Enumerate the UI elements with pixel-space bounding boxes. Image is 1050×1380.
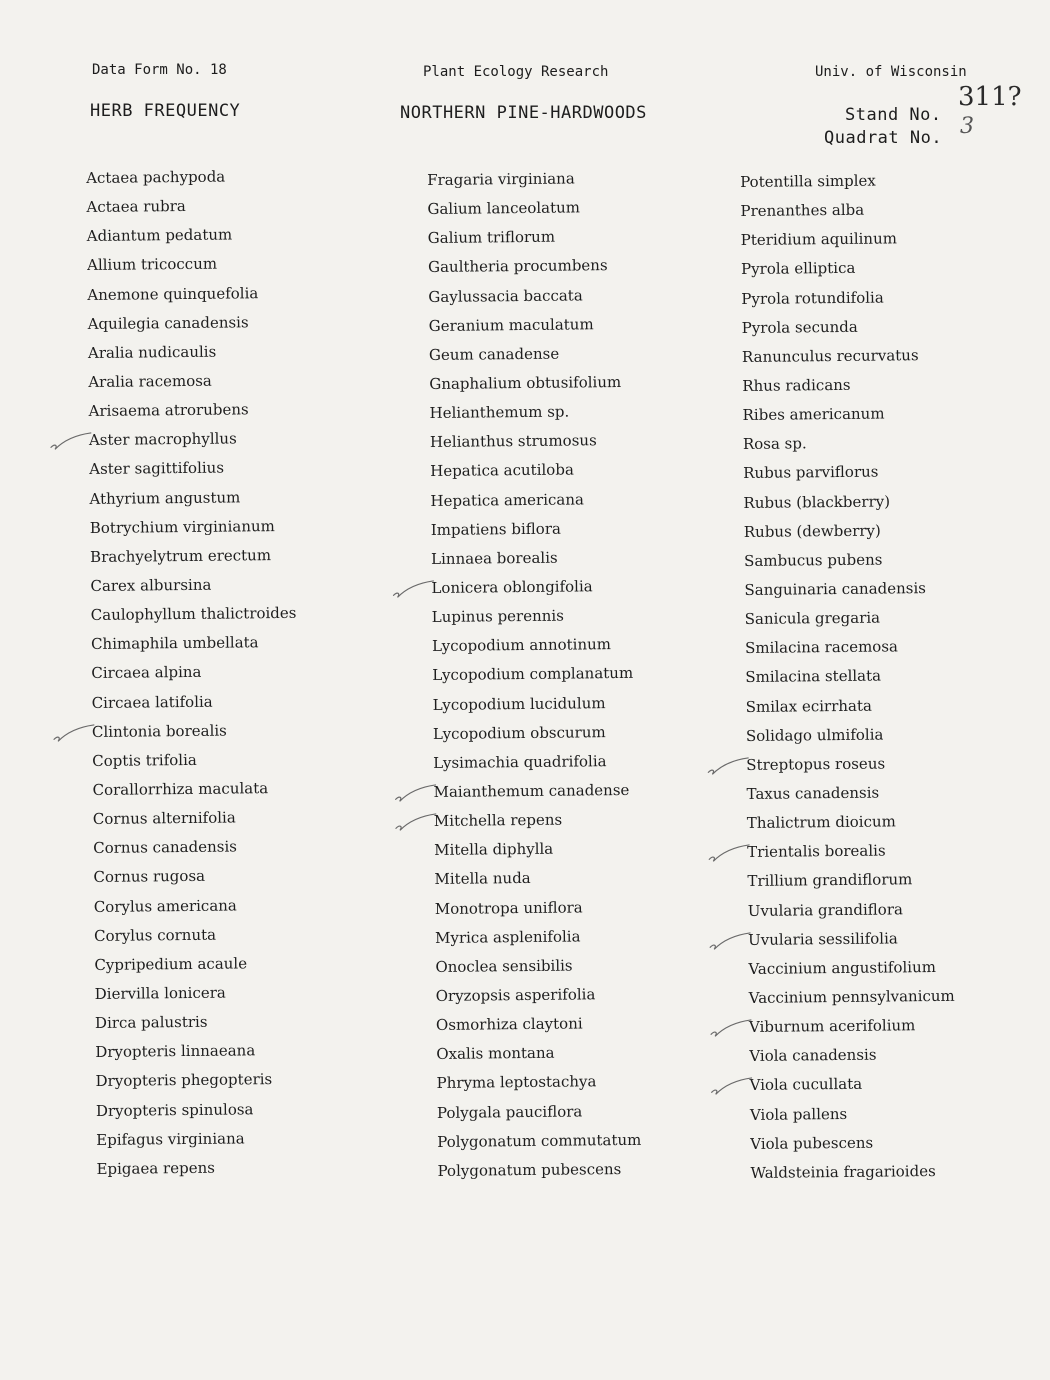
species-item[interactable]	[427, 164, 631, 195]
species-name: Coptis trifolia	[92, 750, 197, 770]
species-name: Carex albursina	[90, 575, 212, 595]
institution-name: Univ. of Wisconsin	[815, 64, 967, 80]
species-item[interactable]	[750, 1127, 956, 1158]
species-item[interactable]	[742, 312, 948, 343]
species-item[interactable]	[87, 278, 293, 309]
species-name: Myrica asplenifolia	[434, 927, 581, 947]
species-name: Arisaema atrorubens	[88, 400, 249, 421]
species-item[interactable]	[95, 1007, 301, 1038]
species-name: Polygonatum commutatum	[437, 1130, 642, 1151]
species-name: Monotropa uniflora	[434, 897, 583, 918]
species-item[interactable]	[87, 249, 293, 280]
species-name: Sanguinaria canadensis	[744, 579, 927, 599]
species-item[interactable]	[90, 541, 296, 572]
species-item[interactable]	[749, 1011, 955, 1042]
species-name: Viburnum acerifolium	[748, 1016, 916, 1037]
species-item[interactable]	[433, 747, 637, 778]
species-item[interactable]	[743, 457, 949, 488]
species-name: Aralia racemosa	[88, 371, 212, 391]
species-name: Helianthus strumosus	[429, 431, 597, 452]
species-name: Mitella nuda	[434, 869, 531, 889]
species-name: Cornus rugosa	[93, 867, 206, 887]
species-item[interactable]	[436, 1038, 640, 1069]
species-item[interactable]	[435, 892, 639, 923]
species-column-3	[740, 166, 957, 1188]
species-name: Helianthemum sp.	[429, 402, 570, 423]
species-name: Lycopodium annotinum	[431, 635, 612, 656]
species-name: Lycopodium complanatum	[432, 664, 634, 685]
community-title: NORTHERN PINE-HARDWOODS	[400, 103, 647, 123]
species-name: Circaea alpina	[91, 663, 202, 683]
quadrat-number-label: Quadrat No.	[824, 128, 943, 148]
form-number: Data Form No. 18	[92, 62, 227, 78]
species-item[interactable]	[747, 836, 953, 867]
species-name: Uvularia sessilifolia	[747, 929, 898, 949]
species-name: Impatiens biflora	[430, 519, 561, 539]
species-name: Dryopteris phegopteris	[95, 1070, 273, 1091]
species-name: Uvularia grandiflora	[747, 899, 903, 920]
species-name: Oxalis montana	[436, 1043, 555, 1064]
species-item[interactable]	[742, 399, 948, 430]
species-name: Dryopteris linnaeana	[95, 1041, 256, 1062]
species-item[interactable]	[748, 894, 954, 925]
pencil-check-mark-icon[interactable]	[391, 579, 435, 599]
species-item[interactable]	[429, 368, 633, 399]
species-name: Rhus radicans	[742, 375, 851, 395]
species-name: Smilax ecirrhata	[745, 696, 872, 716]
species-name: Botrychium virginianum	[89, 516, 275, 537]
species-name: Cypripedium acaule	[94, 954, 248, 974]
species-name: Aster macrophyllus	[88, 429, 237, 450]
species-item[interactable]	[744, 516, 950, 547]
species-name: Smilacina racemosa	[744, 637, 899, 658]
species-name: Epigaea repens	[96, 1158, 215, 1178]
species-item[interactable]	[88, 395, 294, 426]
species-name: Aralia nudicaulis	[87, 342, 217, 362]
species-item[interactable]	[432, 630, 636, 661]
species-name: Mitella diphylla	[434, 839, 554, 860]
pencil-check-mark-icon[interactable]	[707, 843, 751, 863]
species-name: Smilacina stellata	[745, 666, 882, 687]
species-name: Potentilla simplex	[740, 171, 876, 191]
species-item[interactable]	[430, 426, 634, 457]
species-name: Chimaphila umbellata	[90, 633, 259, 654]
species-name: Polygonatum pubescens	[437, 1159, 622, 1180]
species-item[interactable]	[96, 1123, 302, 1154]
species-item[interactable]	[437, 1125, 641, 1156]
species-item[interactable]	[428, 222, 632, 253]
species-item[interactable]	[92, 774, 298, 805]
species-item[interactable]	[95, 1065, 301, 1096]
species-item[interactable]	[88, 366, 294, 397]
species-item[interactable]	[436, 1067, 640, 1098]
species-item[interactable]	[742, 341, 948, 372]
species-item[interactable]	[436, 1009, 640, 1040]
species-name: Anemone quinquefolia	[87, 283, 259, 304]
species-name: Rubus (blackberry)	[743, 491, 891, 512]
species-item[interactable]	[89, 482, 295, 513]
quadrat-number-value[interactable]: 3	[960, 114, 974, 139]
species-item[interactable]	[432, 659, 636, 690]
species-item[interactable]	[88, 337, 294, 368]
species-name: Corallorrhiza maculata	[92, 779, 269, 799]
species-item[interactable]	[746, 749, 952, 780]
species-item[interactable]	[90, 512, 296, 543]
species-item[interactable]	[437, 1096, 641, 1127]
species-name: Taxus canadensis	[746, 783, 880, 803]
species-name: Pyrola secunda	[741, 317, 858, 337]
species-name: Actaea rubra	[86, 197, 186, 217]
species-item[interactable]	[92, 745, 298, 776]
species-name: Solidago ulmifolia	[745, 725, 884, 745]
species-name: Circaea latifolia	[91, 692, 213, 712]
species-name: Sambucus pubens	[744, 550, 883, 570]
species-name: Vaccinium angustifolium	[748, 957, 937, 978]
species-name: Actaea pachypoda	[86, 167, 226, 187]
species-item[interactable]	[86, 162, 292, 193]
species-item[interactable]	[427, 193, 631, 224]
species-item[interactable]	[437, 1155, 641, 1186]
species-name: Pteridium aquilinum	[740, 229, 898, 250]
species-name: Corylus cornuta	[93, 925, 217, 945]
species-name: Gaultheria procumbens	[427, 256, 608, 277]
species-item[interactable]	[429, 310, 633, 341]
species-name: Onoclea sensibilis	[435, 956, 573, 976]
species-name: Trillium grandiflorum	[747, 870, 913, 891]
species-item[interactable]	[96, 1153, 302, 1184]
species-item[interactable]	[89, 424, 295, 455]
species-name: Maianthemum canadense	[433, 780, 630, 801]
species-name: Cornus canadensis	[93, 837, 238, 858]
species-item[interactable]	[432, 688, 636, 719]
species-name: Lycopodium lucidulum	[432, 693, 606, 714]
species-name: Lycopodium obscurum	[432, 722, 606, 743]
pencil-check-mark-icon[interactable]	[393, 783, 437, 803]
species-item[interactable]	[745, 603, 951, 634]
species-item[interactable]	[749, 982, 955, 1013]
species-name: Dryopteris spinulosa	[95, 1099, 254, 1120]
species-name: Viola pallens	[749, 1104, 848, 1124]
species-name: Epifagus virginiana	[96, 1129, 245, 1149]
species-name: Prenanthes alba	[740, 200, 865, 221]
species-column-2	[427, 164, 642, 1186]
species-item[interactable]	[432, 601, 636, 632]
species-item[interactable]	[742, 370, 948, 401]
species-name: Hepatica acutiloba	[430, 460, 574, 481]
species-item[interactable]	[745, 661, 951, 692]
form-title: HERB FREQUENCY	[90, 101, 241, 121]
species-name: Pyrola rotundifolia	[741, 288, 884, 308]
species-item[interactable]	[435, 951, 639, 982]
species-name: Linnaea borealis	[431, 548, 558, 568]
species-item[interactable]	[741, 253, 947, 284]
pencil-check-mark-icon[interactable]	[710, 1076, 754, 1096]
species-name: Rubus parviflorus	[743, 462, 879, 483]
species-item[interactable]	[744, 545, 950, 576]
stand-number-label: Stand No.	[845, 105, 942, 125]
species-name: Allium tricoccum	[86, 255, 218, 275]
species-name: Galium triflorum	[427, 227, 556, 248]
species-name: Viola canadensis	[749, 1045, 877, 1066]
species-item[interactable]	[741, 282, 947, 313]
species-item[interactable]	[93, 803, 299, 834]
species-item[interactable]	[740, 166, 946, 197]
species-item[interactable]	[746, 778, 952, 809]
species-item[interactable]	[90, 570, 296, 601]
species-name: Lonicera oblongifolia	[431, 577, 593, 597]
species-item[interactable]	[429, 397, 633, 428]
species-name: Viola pubescens	[750, 1133, 874, 1153]
species-name: Gnaphalium obtusifolium	[429, 372, 622, 393]
species-name: Geranium maculatum	[428, 314, 594, 335]
species-item[interactable]	[433, 776, 637, 807]
species-name: Caulophyllum thalictroides	[90, 603, 297, 625]
species-name: Galium lanceolatum	[427, 198, 581, 219]
species-item[interactable]	[743, 428, 949, 459]
species-item[interactable]	[88, 308, 294, 339]
species-name: Thalictrum dioicum	[746, 812, 896, 833]
species-item[interactable]	[740, 195, 946, 226]
species-name: Osmorhiza claytoni	[435, 1014, 583, 1035]
species-item[interactable]	[745, 690, 951, 721]
species-name: Mitchella repens	[433, 810, 563, 831]
species-item[interactable]	[743, 486, 949, 517]
species-name: Phryma leptostachya	[436, 1072, 597, 1093]
species-name: Pyrola elliptica	[740, 259, 856, 279]
species-item[interactable]	[91, 686, 297, 717]
species-item[interactable]	[428, 280, 632, 311]
species-item[interactable]	[94, 949, 300, 980]
species-item[interactable]	[431, 543, 635, 574]
species-item[interactable]	[95, 978, 301, 1009]
species-name: Fragaria virginiana	[427, 169, 575, 189]
species-name: Clintonia borealis	[91, 721, 227, 741]
species-name: Dirca palustris	[94, 1012, 208, 1033]
species-item[interactable]	[748, 923, 954, 954]
species-item[interactable]	[431, 514, 635, 545]
pencil-check-mark-icon[interactable]	[708, 931, 752, 951]
species-name: Ribes americanum	[742, 404, 885, 425]
species-item[interactable]	[96, 1094, 302, 1125]
species-item[interactable]	[435, 921, 639, 952]
species-name: Hepatica americana	[430, 489, 584, 510]
species-item[interactable]	[746, 719, 952, 750]
species-item[interactable]	[428, 251, 632, 282]
species-name: Aster sagittifolius	[89, 458, 225, 479]
species-item[interactable]	[433, 718, 637, 749]
stand-number-value[interactable]: 311?	[958, 82, 1022, 112]
species-name: Trientalis borealis	[747, 841, 886, 862]
species-name: Geum canadense	[428, 344, 560, 364]
species-name: Gaylussacia baccata	[428, 285, 583, 306]
species-name: Sanicula gregaria	[744, 608, 881, 629]
species-item[interactable]	[434, 834, 638, 865]
species-name: Polygala pauciflora	[436, 1101, 583, 1122]
species-item[interactable]	[430, 484, 634, 515]
species-item[interactable]	[93, 832, 299, 863]
species-name: Aquilegia canadensis	[87, 313, 249, 333]
species-name: Waldsteinia fragarioides	[750, 1161, 936, 1182]
pencil-check-mark-icon[interactable]	[394, 812, 438, 832]
species-item[interactable]	[430, 455, 634, 486]
species-name: Athyrium angustum	[89, 487, 241, 508]
species-item[interactable]	[749, 1040, 955, 1071]
species-name: Brachyelytrum erectum	[90, 545, 272, 566]
species-name: Rubus (dewberry)	[743, 521, 881, 541]
species-item[interactable]	[744, 574, 950, 605]
species-item[interactable]	[87, 220, 293, 251]
pencil-check-mark-icon[interactable]	[52, 723, 96, 743]
species-name: Diervilla lonicera	[94, 983, 226, 1003]
species-item[interactable]	[434, 805, 638, 836]
species-name: Corylus americana	[93, 895, 237, 916]
species-name: Cornus alternifolia	[92, 808, 236, 829]
species-item[interactable]	[750, 1098, 956, 1129]
species-item[interactable]	[741, 224, 947, 255]
species-item[interactable]	[91, 599, 297, 630]
pencil-check-mark-icon[interactable]	[49, 431, 93, 451]
species-name: Oryzopsis asperifolia	[435, 985, 596, 1005]
species-item[interactable]	[94, 890, 300, 921]
species-column-1	[86, 162, 302, 1184]
species-name: Lupinus perennis	[431, 606, 564, 627]
species-item[interactable]	[91, 628, 297, 659]
species-item[interactable]	[93, 861, 299, 892]
species-item[interactable]	[91, 657, 297, 688]
species-item[interactable]	[748, 953, 954, 984]
species-item[interactable]	[745, 632, 951, 663]
species-name: Rosa sp.	[742, 434, 807, 454]
species-item[interactable]	[436, 980, 640, 1011]
species-item[interactable]	[89, 453, 295, 484]
species-item[interactable]	[431, 572, 635, 603]
species-name: Streptopus roseus	[746, 754, 886, 774]
species-item[interactable]	[747, 865, 953, 896]
pencil-check-mark-icon[interactable]	[706, 756, 750, 776]
species-name: Viola cucullata	[749, 1075, 863, 1095]
species-item[interactable]	[749, 1069, 955, 1100]
species-name: Vaccinium pennsylvanicum	[748, 986, 955, 1007]
species-item[interactable]	[747, 807, 953, 838]
species-name: Ranunculus recurvatus	[741, 345, 919, 366]
species-item[interactable]	[429, 339, 633, 370]
species-item[interactable]	[750, 1157, 956, 1188]
species-item[interactable]	[434, 863, 638, 894]
species-name: Adiantum pedatum	[86, 225, 233, 246]
species-item[interactable]	[92, 715, 298, 746]
program-title: Plant Ecology Research	[423, 64, 609, 80]
species-item[interactable]	[95, 1036, 301, 1067]
pencil-check-mark-icon[interactable]	[709, 1018, 753, 1038]
species-name: Lysimachia quadrifolia	[433, 751, 607, 772]
species-item[interactable]	[94, 919, 300, 950]
species-item[interactable]	[86, 191, 292, 222]
